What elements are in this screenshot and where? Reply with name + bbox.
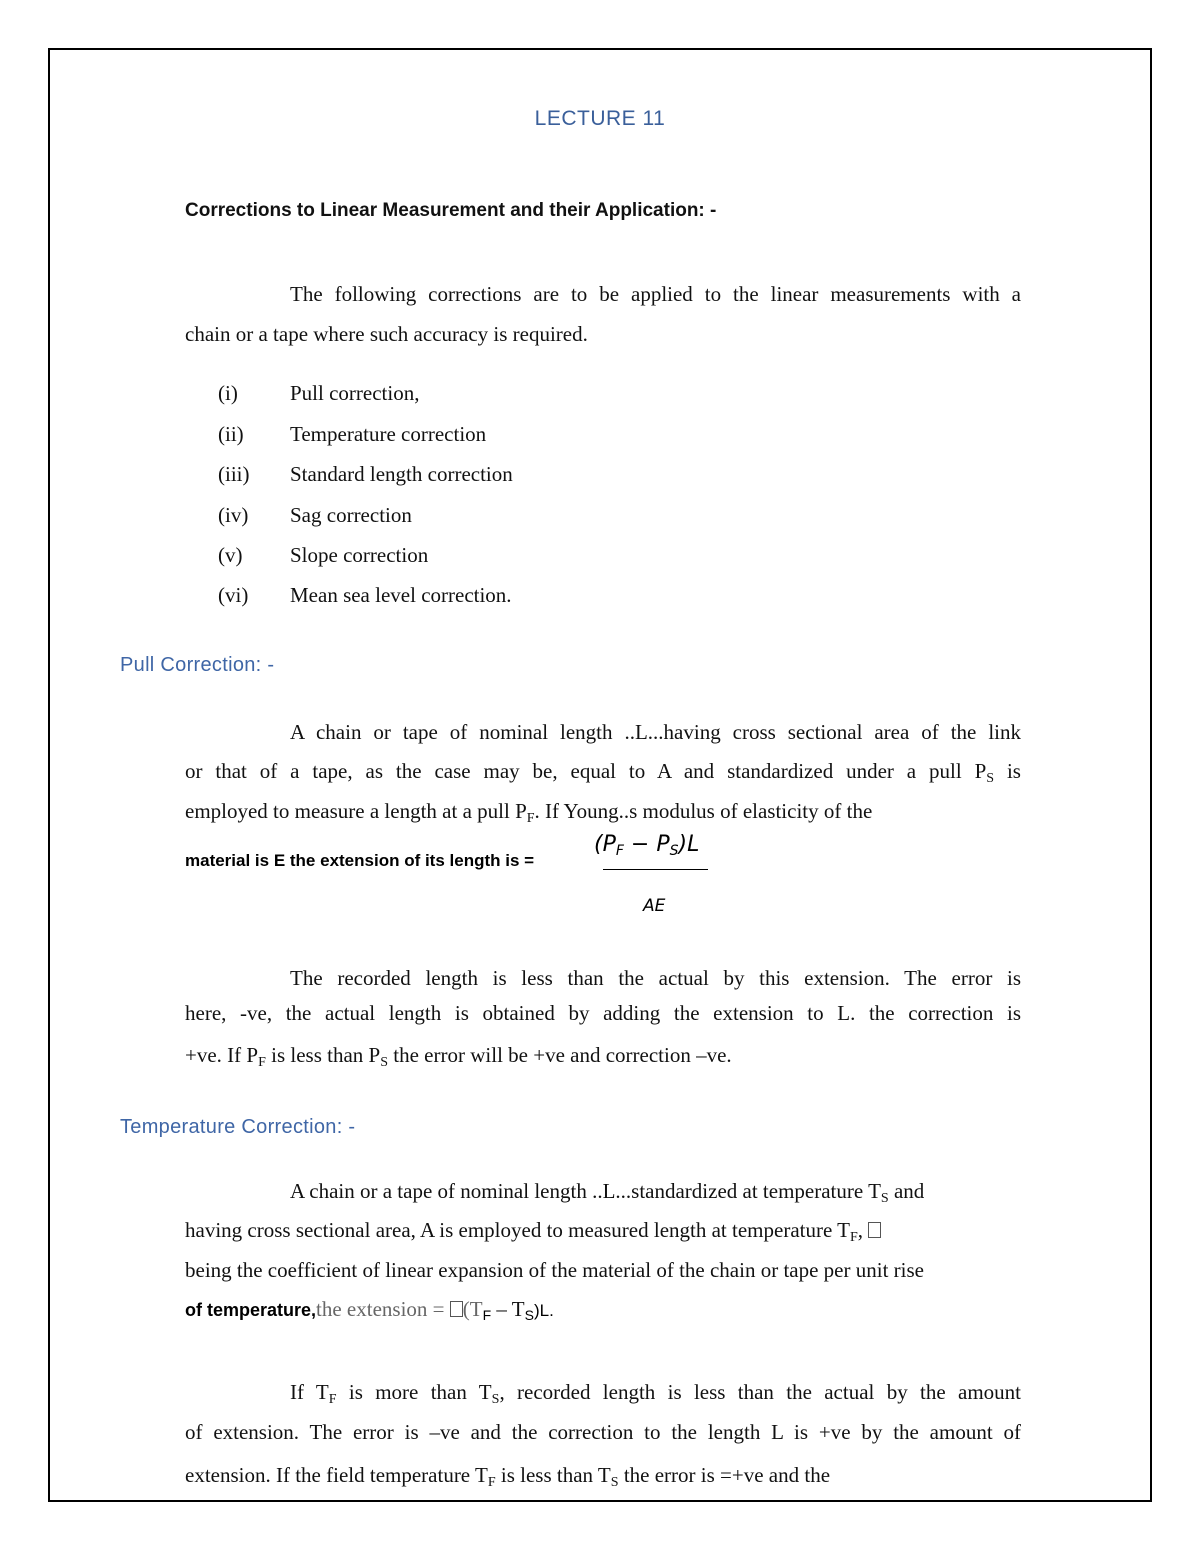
alpha-symbol-placeholder (450, 1301, 463, 1317)
pull-correction-heading: Pull Correction: - (120, 654, 275, 676)
lecture-title: LECTURE 11 (534, 107, 666, 130)
pull-p2-line-3: +ve. If $P_F$ is less than $P_S$ the error will be +ve and correction –ve. (185, 1043, 732, 1070)
temp-p2-line-3: extension. If the field temperature $T_F$ is less than $T_S$ the error is =+ve and the (185, 1463, 831, 1490)
list-item-number: (i) (218, 381, 238, 405)
temperature-correction-heading: Temperature Correction: - (120, 1116, 356, 1138)
intro-line-1: The following corrections are to be applied to the linear measurements with a (290, 282, 1021, 306)
list-item-number: (v) (218, 543, 243, 567)
temp-p1-line-4: of temperature,the extension = $(T_F - T_S)L$. (185, 1297, 554, 1323)
list-item-number: (iii) (218, 462, 250, 486)
formula-fraction-bar (603, 869, 708, 870)
pull-p2-line-2: here, -ve, the actual length is obtained by adding the extension to L. the correction is (185, 1001, 1021, 1025)
temp-p1-line-3: being the coefficient of linear expansion of the material of the chain or tape per unit rise (185, 1258, 924, 1282)
list-item-text: Mean sea level correction. (290, 583, 512, 607)
formula-denominator: AE (643, 896, 666, 916)
pull-p1-line-4: material is E the extension of its length is = (185, 851, 535, 870)
intro-line-2: chain or a tape where such accuracy is required. (185, 322, 588, 346)
pull-p1-line-2: or that of a tape, as the case may be, equal to A and standardized under a pull $P_S$ is (185, 759, 1021, 786)
list-item-text: Standard length correction (290, 462, 513, 486)
pull-p2-line-1: The recorded length is less than the actual by this extension. The error is (290, 966, 1021, 990)
temp-p1-line-2: having cross sectional area, A is employed to measured length at temperature $T_F$, (185, 1218, 881, 1246)
pull-p1-line-3: employed to measure a length at a pull $P_F$. If Young..s modulus of elasticity of the (185, 799, 873, 826)
list-item-text: Pull correction, (290, 381, 420, 405)
temp-p2-line-2: of extension. The error is –ve and the correction to the length L is +ve by the amount of (185, 1420, 1021, 1444)
list-item-text: Slope correction (290, 543, 429, 567)
list-item-number: (ii) (218, 422, 244, 446)
alpha-symbol-placeholder (868, 1222, 881, 1238)
list-item-number: (vi) (218, 583, 249, 607)
formula-numerator: $(P_F - P_S)L$ (594, 832, 700, 859)
main-heading: Corrections to Linear Measurement and their Application: - (185, 200, 717, 221)
list-item-number: (iv) (218, 503, 249, 527)
list-item-text: Temperature correction (290, 422, 487, 446)
list-item-text: Sag correction (290, 503, 412, 527)
temp-p1-line-1: A chain or a tape of nominal length ..L...standardized at temperature $T_S$ and (290, 1179, 925, 1206)
pull-p1-line-1: A chain or tape of nominal length ..L...having cross sectional area of the link (290, 720, 1021, 744)
temp-p2-line-1: If $T_F$ is more than $T_S$, recorded length is less than the actual by the amount (290, 1380, 1021, 1407)
